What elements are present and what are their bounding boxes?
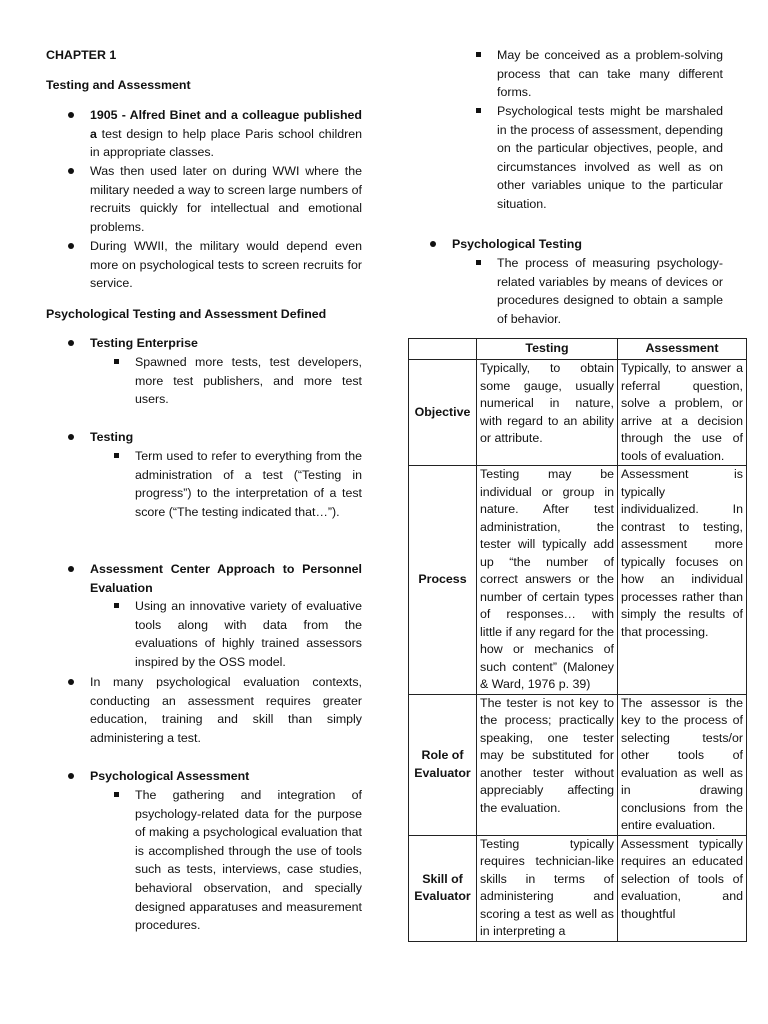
bullet-testing-enterprise: Testing Enterprise bbox=[90, 334, 362, 353]
table-row bbox=[409, 694, 747, 835]
sub-bullet: May be conceived as a problem-solving process that can take many different forms. bbox=[497, 46, 723, 102]
intro-bullet: During WWII, the military would depend even more on psychological tests to screen recruits for service. bbox=[90, 237, 362, 293]
sub-bullet: The process of measuring psychology-related variables by means of devices or procedures designed to obtain a sample of behavior. bbox=[497, 254, 723, 328]
section-title-defined: Psychological Testing and Assessment Defined bbox=[46, 307, 327, 321]
bullet-psych-testing: Psychological Testing bbox=[452, 235, 722, 254]
intro-bullet: Was then used later on during WWI where the military needed a way to screen large numbers of recruits quickly for intellectual and emotional problems. bbox=[90, 162, 362, 236]
bullet-square-icon bbox=[114, 359, 119, 364]
bullet-dot-icon bbox=[68, 679, 74, 685]
bullet-square-icon bbox=[114, 603, 119, 608]
section-title-testing-assessment: Testing and Assessment bbox=[46, 78, 191, 92]
bullet-dot-icon bbox=[68, 773, 74, 779]
testing-cell: Testing typically requires technician-like skills in terms of administering and scoring a test as well as in interpreting a bbox=[477, 835, 618, 941]
bullet-dot-icon bbox=[68, 112, 74, 118]
testing-cell: Typically, to obtain some gauge, usually numerical in nature, with regard to an ability or attribute. bbox=[477, 360, 618, 466]
chapter-title: CHAPTER 1 bbox=[46, 48, 117, 62]
bullet-testing: Testing bbox=[90, 428, 362, 447]
bullet-dot-icon bbox=[68, 566, 74, 572]
bullet-assessment-center: Assessment Center Approach to Personnel Evaluation bbox=[90, 560, 362, 597]
row-label: Role of Evaluator bbox=[409, 694, 477, 835]
testing-cell: The tester is not key to the process; practically speaking, one tester may be substituted for another tester without appreciably affecting the evaluation. bbox=[477, 694, 618, 835]
sub-bullet: Psychological tests might be marshaled in the process of assessment, depending on the particular objectives, people, and circumstances involved as well as on other variables unique to the particular situation. bbox=[497, 102, 723, 214]
bullet-dot-icon bbox=[68, 340, 74, 346]
bullet-psych-assessment: Psychological Assessment bbox=[90, 767, 362, 786]
assessment-cell: Assessment typically requires an educated selection of tools of evaluation, and thoughtful bbox=[618, 835, 747, 941]
sub-bullet: The gathering and integration of psychology-related data for the purpose of making a psychological evaluation that is accomplished through the use of tools such as tests, interviews, case studies, behavioral observation, and specially designed apparatuses and measurement procedures. bbox=[135, 786, 362, 935]
table-header-empty bbox=[409, 339, 477, 360]
table-header-testing: Testing bbox=[477, 339, 618, 360]
table-header-row bbox=[409, 339, 747, 360]
bullet-dot-icon bbox=[68, 434, 74, 440]
table-row bbox=[409, 360, 747, 466]
bullet-dot-icon bbox=[68, 168, 74, 174]
table-row bbox=[409, 466, 747, 695]
table-row bbox=[409, 835, 747, 941]
bullet-square-icon bbox=[476, 52, 481, 57]
testing-vs-assessment-table bbox=[408, 338, 747, 942]
bullet-dot-icon bbox=[68, 243, 74, 249]
bullet-many-contexts: In many psychological evaluation contexts, conducting an assessment requires greater education, training and skill than simply administering a test. bbox=[90, 673, 362, 747]
row-label: Process bbox=[409, 466, 477, 695]
assessment-cell: Typically, to answer a referral question, solve a problem, or arrive at a decision through the use of tools of evaluation. bbox=[618, 360, 747, 466]
assessment-cell: The assessor is the key to the process of selecting tests/or other tools of evaluation as well as in drawing conclusions from the entire evaluation. bbox=[618, 694, 747, 835]
intro-bullet: 1905 - Alfred Binet and a colleague published a test design to help place Paris school children in appropriate classes. bbox=[90, 106, 362, 162]
bullet-square-icon bbox=[476, 260, 481, 265]
sub-bullet: Spawned more tests, test developers, more test publishers, and more test users. bbox=[135, 353, 362, 409]
row-label: Skill of Evaluator bbox=[409, 835, 477, 941]
testing-cell: Testing may be individual or group in nature. After test administration, the tester will typically add up “the number of correct answers or the number of certain types of responses… with little if any regard for the how or mechanics of such content” (Maloney & Ward, 1976 p. 39) bbox=[477, 466, 618, 695]
bullet-dot-icon bbox=[430, 241, 436, 247]
row-label: Objective bbox=[409, 360, 477, 466]
bullet-square-icon bbox=[114, 453, 119, 458]
bullet-square-icon bbox=[476, 108, 481, 113]
sub-bullet: Term used to refer to everything from the administration of a test (“Testing in progress”) to the interpretation of a test score (“The testing indicated that…”). bbox=[135, 447, 362, 521]
sub-bullet: Using an innovative variety of evaluative tools along with data from the evaluations of highly trained assessors inspired by the OSS model. bbox=[135, 597, 362, 671]
assessment-cell: Assessment is typically individualized. In contrast to testing, assessment more typically focuses on how an individual processes rather than simply the results of that processing. bbox=[618, 466, 747, 695]
table-header-assessment: Assessment bbox=[618, 339, 747, 360]
bullet-square-icon bbox=[114, 792, 119, 797]
